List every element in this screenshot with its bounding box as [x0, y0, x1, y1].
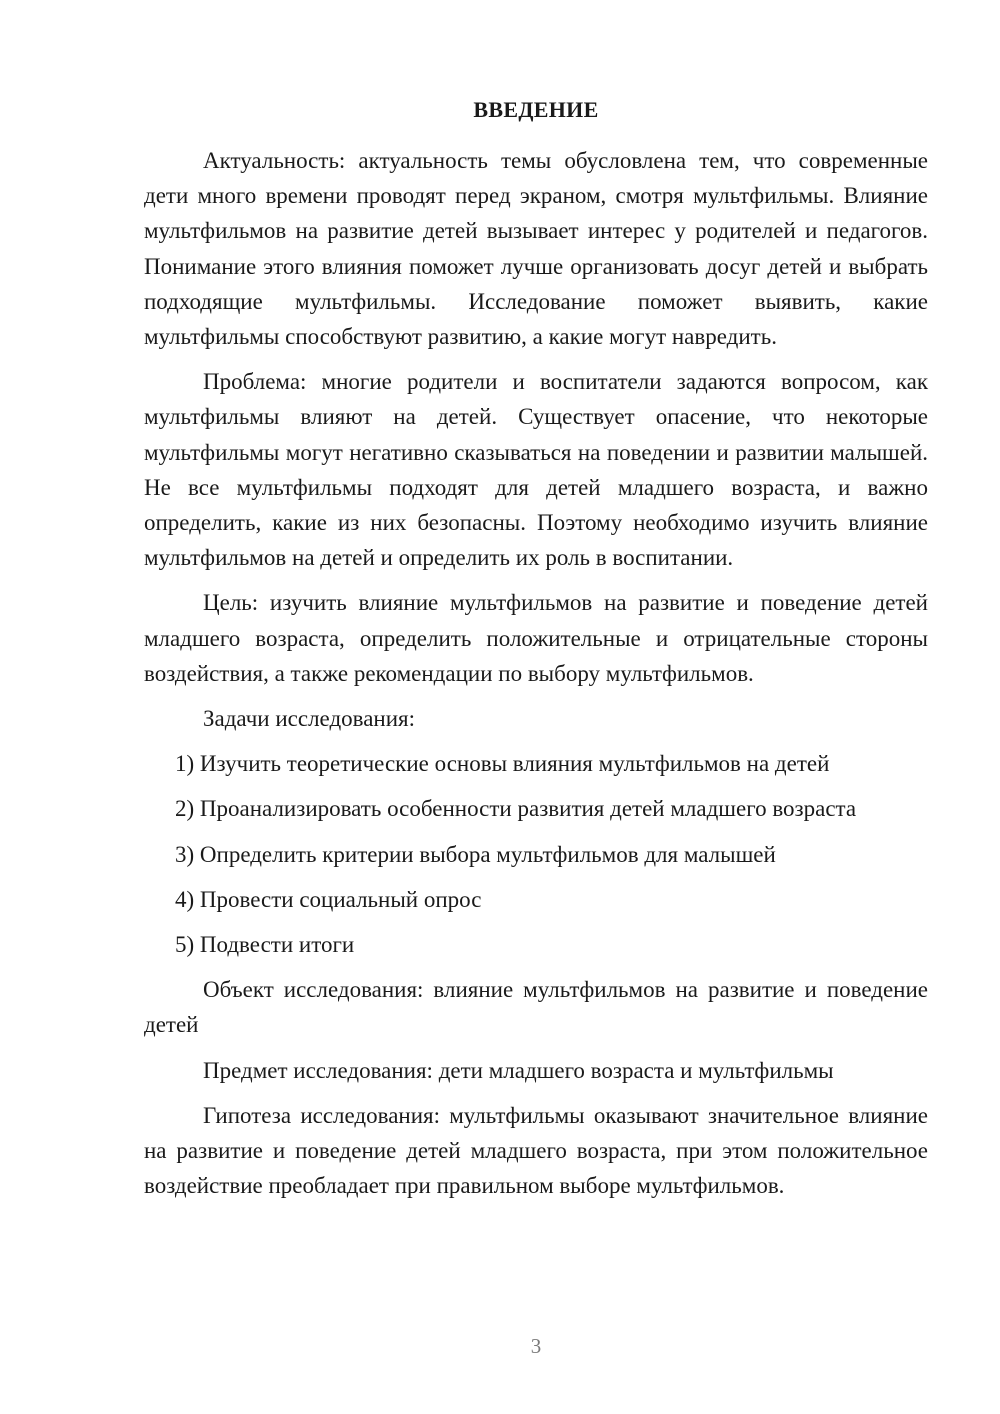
document-body [144, 143, 928, 1213]
page-title: ВВЕДЕНИЕ [473, 97, 599, 122]
paragraph-object: Объект исследования: влияние мультфильмов на развитие и поведение детей [144, 977, 928, 1038]
paragraph-problem: Проблема: многие родители и воспитатели задаются вопросом, как мультфильмы влияют на детей. Существует опасение, что некоторые мультфильмы могут негативно сказываться на поведении и развитии малышей. Не все мультфильмы подходят для детей младшего возраста, и важно определить, какие из них безопасны. Поэтому необходимо изучить влияние мультфильмов на детей и определить их роль в воспитании. [144, 369, 928, 571]
paragraph-subject: Предмет исследования: дети младшего возраста и мультфильмы [203, 1057, 834, 1083]
list-item: 1) Изучить теоретические основы влияния мультфильмов на детей [175, 751, 830, 777]
paragraph-relevance: Актуальность: актуальность темы обусловлена тем, что современные дети много времени проводят перед экраном, смотря мультфильмы. Влияние мультфильмов на развитие детей вызывает интерес у родителей и педагогов. Понимание этого влияния поможет лучше организовать досуг детей и выбрать подходящие мультфильмы. Исследование поможет выявить, какие мультфильмы способствуют развитию, а какие могут навредить. [144, 148, 928, 350]
tasks-heading: Задачи исследования: [203, 706, 416, 732]
list-item: 5) Подвести итоги [175, 932, 355, 958]
list-item: 3) Определить критерии выбора мультфильмов для малышей [175, 841, 776, 867]
tasks-list [144, 746, 928, 962]
paragraph-goal: Цель: изучить влияние мультфильмов на развитие и поведение детей младшего возраста, определить положительные и отрицательные стороны воздействия, а также рекомендации по выбору мультфильмов. [144, 590, 928, 686]
paragraph-hypothesis: Гипотеза исследования: мультфильмы оказывают значительное влияние на развитие и поведение детей младшего возраста, при этом положительное воздействие преобладает при правильном выборе мультфильмов. [144, 1102, 928, 1199]
page-number: 3 [530, 1334, 542, 1358]
list-item: 2) Проанализировать особенности развития детей младшего возраста [175, 796, 857, 822]
list-item: 4) Провести социальный опрос [175, 886, 482, 912]
